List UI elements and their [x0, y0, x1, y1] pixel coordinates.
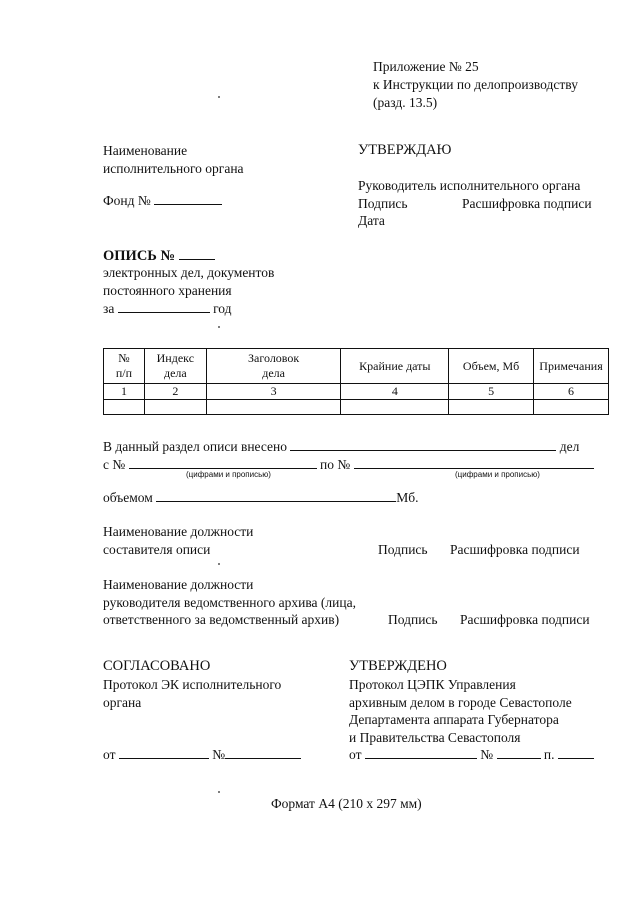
- archive-head-signature: Подпись: [388, 612, 438, 627]
- hint-to: (цифрами и прописью): [455, 470, 540, 479]
- table-row: [104, 400, 609, 415]
- table-header-row: [104, 349, 609, 384]
- section-range: с № по №: [103, 455, 594, 473]
- appendix-instruction: к Инструкции по делопроизводству: [373, 77, 578, 92]
- table-cell: 2: [144, 384, 206, 400]
- table-cell: [104, 400, 145, 415]
- col-number: № п/п: [104, 349, 145, 384]
- approve-signature: Подпись: [358, 196, 408, 211]
- table-row: [104, 384, 609, 400]
- approve-title: УТВЕРЖДАЮ: [358, 142, 452, 158]
- inventory-year: за год: [103, 301, 232, 316]
- inventory-subtitle-1: электронных дел, документов: [103, 265, 275, 280]
- approved-protocol: Протокол ЦЭПК Управления: [349, 677, 516, 692]
- appendix-number: Приложение № 25: [373, 59, 479, 74]
- scan-speck: [218, 791, 220, 793]
- table-cell: [144, 400, 206, 415]
- agreed-date-number: от №: [103, 745, 301, 763]
- scan-speck: [218, 96, 220, 98]
- col-index: Индекс дела: [144, 349, 206, 384]
- org-name-label-2: исполнительного органа: [103, 161, 244, 176]
- approve-decoding: Расшифровка подписи: [462, 196, 592, 211]
- compiler-position: Наименование должности: [103, 524, 254, 539]
- archive-head-decoding: Расшифровка подписи: [460, 612, 590, 627]
- table-cell: [534, 400, 609, 415]
- table-cell: 1: [104, 384, 145, 400]
- approve-date: Дата: [358, 213, 385, 228]
- inventory-table: [103, 348, 609, 415]
- compiler-signature: Подпись: [378, 542, 428, 557]
- table-cell: [341, 400, 449, 415]
- approve-head: Руководитель исполнительного органа: [358, 178, 581, 193]
- approved-protocol-3: Департамента аппарата Губернатора: [349, 712, 559, 727]
- table-cell: 3: [206, 384, 341, 400]
- approved-title: УТВЕРЖДЕНО: [349, 658, 447, 674]
- archive-head-position: Наименование должности: [103, 577, 254, 592]
- agreed-title: СОГЛАСОВАНО: [103, 658, 211, 674]
- table-cell: [206, 400, 341, 415]
- inventory-subtitle-2: постоянного хранения: [103, 283, 232, 298]
- table-cell: 4: [341, 384, 449, 400]
- format-note: Формат А4 (210 х 297 мм): [271, 796, 422, 811]
- archive-head-position-2: руководителя ведомственного архива (лица,: [103, 595, 356, 610]
- inventory-title: ОПИСЬ №: [103, 246, 215, 265]
- col-dates: Крайние даты: [341, 349, 449, 384]
- section-volume: объемом Мб.: [103, 490, 419, 505]
- approved-protocol-4: и Правительства Севастополя: [349, 730, 521, 745]
- scan-speck: [218, 326, 220, 328]
- agreed-protocol: Протокол ЭК исполнительного: [103, 677, 282, 692]
- compiler-position-2: составителя описи: [103, 542, 211, 557]
- appendix-section: (разд. 13.5): [373, 95, 438, 110]
- org-name-label: Наименование: [103, 143, 188, 158]
- compiler-decoding: Расшифровка подписи: [450, 542, 580, 557]
- table-cell: [449, 400, 534, 415]
- archive-head-position-3: ответственного за ведомственный архив): [103, 612, 340, 627]
- section-count: В данный раздел описи внесено дел: [103, 439, 580, 454]
- col-title: Заголовок дела: [206, 349, 341, 384]
- scan-speck: [218, 563, 220, 565]
- hint-from: (цифрами и прописью): [186, 470, 271, 479]
- fund-label: Фонд №: [103, 191, 222, 209]
- approved-protocol-2: архивным делом в городе Севастополе: [349, 695, 572, 710]
- col-notes: Примечания: [534, 349, 609, 384]
- approved-date-number: от № п.: [349, 745, 594, 763]
- table-cell: 6: [534, 384, 609, 400]
- table-cell: 5: [449, 384, 534, 400]
- agreed-protocol-2: органа: [103, 695, 142, 710]
- col-volume: Объем, Мб: [449, 349, 534, 384]
